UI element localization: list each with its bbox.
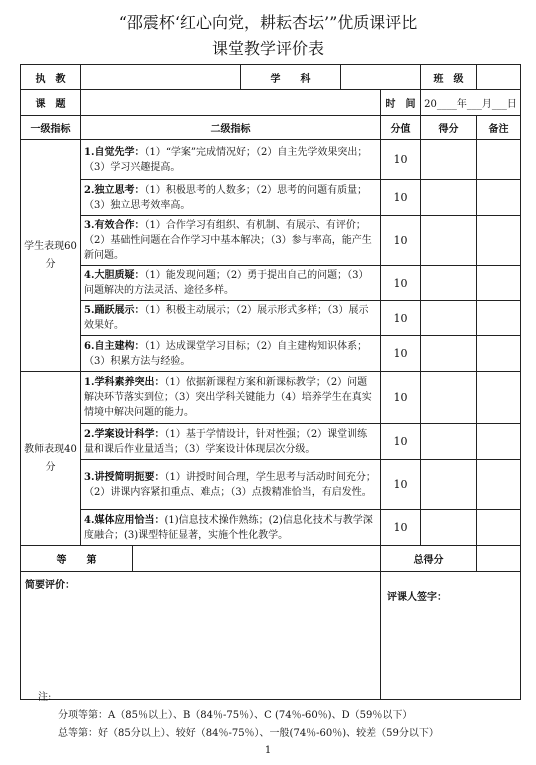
- criteria-row: [21, 424, 521, 460]
- got-cell[interactable]: [421, 216, 477, 266]
- date-field[interactable]: 20____年___月___日: [421, 90, 521, 116]
- got-cell[interactable]: [421, 336, 477, 372]
- criteria-row: [21, 301, 521, 336]
- remark-cell[interactable]: [477, 180, 521, 216]
- got-cell[interactable]: [421, 460, 477, 510]
- criterion-desc: （1）基于学情设计，针对性强；（2）课堂训练量和课后作业量适当；（3）学案设计体现层次分级。: [84, 428, 368, 455]
- criteria-row: [21, 180, 521, 216]
- remark-cell[interactable]: [477, 372, 521, 424]
- got-cell[interactable]: [421, 510, 477, 546]
- criteria-row: [21, 372, 521, 424]
- criterion-head: 2.独立思考：: [84, 184, 145, 196]
- signature-label: 评课人签字：: [387, 592, 447, 603]
- criterion-desc: (1)信息技术操作熟练；(2)信息化技术与教学深度融合；(3)课型特征显著，实施个性化教学。: [84, 514, 373, 541]
- comment-area[interactable]: [21, 572, 381, 700]
- criterion-text: [81, 216, 381, 266]
- remark-header: 备注: [477, 116, 521, 140]
- criterion-desc: （1）能发现问题；（2）勇于提出自己的问题；（3）问题解决的方法灵活、途径多样。: [84, 270, 369, 296]
- criterion-text: [81, 460, 381, 510]
- criterion-head: 1.自觉先学：: [84, 146, 145, 158]
- criterion-head: 3.讲授简明扼要：: [84, 471, 165, 483]
- student-group-cell: [21, 140, 81, 372]
- subject-value[interactable]: [341, 65, 421, 90]
- got-cell[interactable]: [421, 140, 477, 180]
- criterion-head: 5.踊跃展示：: [84, 305, 145, 316]
- remark-cell[interactable]: [477, 216, 521, 266]
- level1-header: 一级指标: [21, 116, 81, 140]
- criterion-head: 4.大胆质疑：: [84, 270, 145, 281]
- criterion-head: 3.有效合作：: [84, 220, 145, 231]
- criteria-row: [21, 460, 521, 510]
- grade-rank-value[interactable]: [133, 546, 381, 572]
- criteria-row: [21, 140, 521, 180]
- criterion-score: 10: [381, 372, 421, 424]
- remark-cell[interactable]: [477, 510, 521, 546]
- remark-cell[interactable]: [477, 266, 521, 301]
- criterion-text: [81, 372, 381, 424]
- criterion-score: 10: [381, 301, 421, 336]
- remark-cell[interactable]: [477, 336, 521, 372]
- criterion-head: 1.学科素养突出：: [84, 377, 165, 388]
- header-row: [21, 116, 521, 140]
- criterion-text: [81, 510, 381, 546]
- criterion-score: 10: [381, 266, 421, 301]
- criterion-desc: （1）合作学习有组织、有机制、有展示、有评价；（2）基础性问题在合作学习中基本解决；（3）参与率高，能产生新问题。: [84, 220, 372, 261]
- document-title: “邵震杯‘红心向党，耕耘杏坛’”优质课评比: [118, 13, 418, 32]
- criterion-desc: （1）“学案”完成情况好；（2）自主先学效果突出；（3）学习兴趣提高。: [84, 146, 368, 173]
- time-label: 时 间: [381, 90, 421, 116]
- info-row-2: [21, 90, 521, 116]
- remark-cell[interactable]: [477, 460, 521, 510]
- criterion-desc: （1）达成课堂学习目标；（2）自主建构知识体系；（3）积累方法与经验。: [84, 340, 368, 367]
- criterion-text: [81, 140, 381, 180]
- grade-label: 班 级: [421, 65, 477, 90]
- got-cell[interactable]: [421, 372, 477, 424]
- criterion-head: 2.学案设计科学：: [84, 428, 165, 440]
- notes-label: 注:: [38, 692, 52, 703]
- evaluation-table: [20, 64, 521, 700]
- total-row: [21, 546, 521, 572]
- criterion-head: 6.自主建构：: [84, 340, 145, 352]
- criterion-score: 10: [381, 216, 421, 266]
- total-score-label: 总得分: [381, 546, 477, 572]
- got-cell[interactable]: [421, 266, 477, 301]
- criterion-score: 10: [381, 460, 421, 510]
- criteria-row: [21, 266, 521, 301]
- remark-cell[interactable]: [477, 140, 521, 180]
- subject-label: 学 科: [241, 65, 341, 90]
- criteria-row: [21, 510, 521, 546]
- total-score-value[interactable]: [477, 546, 521, 572]
- criterion-text: [81, 424, 381, 460]
- grade-value[interactable]: [477, 65, 521, 90]
- criterion-score: 10: [381, 140, 421, 180]
- criteria-row: [21, 336, 521, 372]
- criterion-desc: （1）依据新课程方案和新课标教学；（2）问题解决环节落实到位；（3）突出学科关键能力（4）培养学生在真实情境中解决问题的能力。: [84, 377, 372, 418]
- criterion-head: 4.媒体应用恰当：: [84, 514, 165, 526]
- criterion-desc: （1）积极主动展示；（2）展示形式多样；（3）展示效果好。: [84, 305, 369, 331]
- notes-item-grading: 分项等第：A（85％以上）、B（84％-75％）、C (74％-60％)、D（59％以下）: [58, 710, 413, 721]
- remark-cell[interactable]: [477, 301, 521, 336]
- info-row-1: [21, 65, 521, 90]
- teacher-group-cell: [21, 372, 81, 546]
- criterion-score: 10: [381, 336, 421, 372]
- got-cell[interactable]: [421, 301, 477, 336]
- criterion-score: 10: [381, 424, 421, 460]
- notes-section: [38, 689, 439, 743]
- teacher-label: 执 教: [21, 65, 81, 90]
- student-group-label: 学生表现60分: [24, 240, 77, 270]
- criteria-row: [21, 216, 521, 266]
- criterion-score: 10: [381, 510, 421, 546]
- criterion-text: [81, 180, 381, 216]
- level2-header: 二级指标: [81, 116, 381, 140]
- score-header: 分值: [381, 116, 421, 140]
- criterion-desc: （1）讲授时间合理，学生思考与活动时间充分；（2）讲课内容紧扣重点、难点；（3）点拨精准恰当，有启发性。: [84, 471, 376, 498]
- topic-label: 课 题: [21, 90, 81, 116]
- topic-value[interactable]: [81, 90, 381, 116]
- criterion-text: [81, 336, 381, 372]
- grade-rank-label: 等 第: [21, 546, 133, 572]
- criterion-score: 10: [381, 180, 421, 216]
- signature-area[interactable]: [381, 572, 521, 700]
- got-cell[interactable]: [421, 424, 477, 460]
- criterion-text: [81, 301, 381, 336]
- notes-overall-grading: 总等第：好（85分以上）、较好（84％-75％）、一般(74％-60％)、较差（59分以下）: [58, 728, 439, 739]
- remark-cell[interactable]: [477, 424, 521, 460]
- criterion-text: [81, 266, 381, 301]
- teacher-group-label: 教师表现40分: [24, 443, 77, 473]
- got-header: 得分: [421, 116, 477, 140]
- got-cell[interactable]: [421, 180, 477, 216]
- teacher-value[interactable]: [81, 65, 241, 90]
- page-number: 1: [264, 745, 272, 756]
- criterion-desc: （1）积极思考的人数多；（2）思考的问题有质量；（3）独立思考效率高。: [84, 184, 368, 211]
- comment-row: [21, 572, 521, 700]
- form-subtitle: 课堂教学评价表: [211, 39, 324, 58]
- comment-label: 简要评价：: [25, 580, 75, 591]
